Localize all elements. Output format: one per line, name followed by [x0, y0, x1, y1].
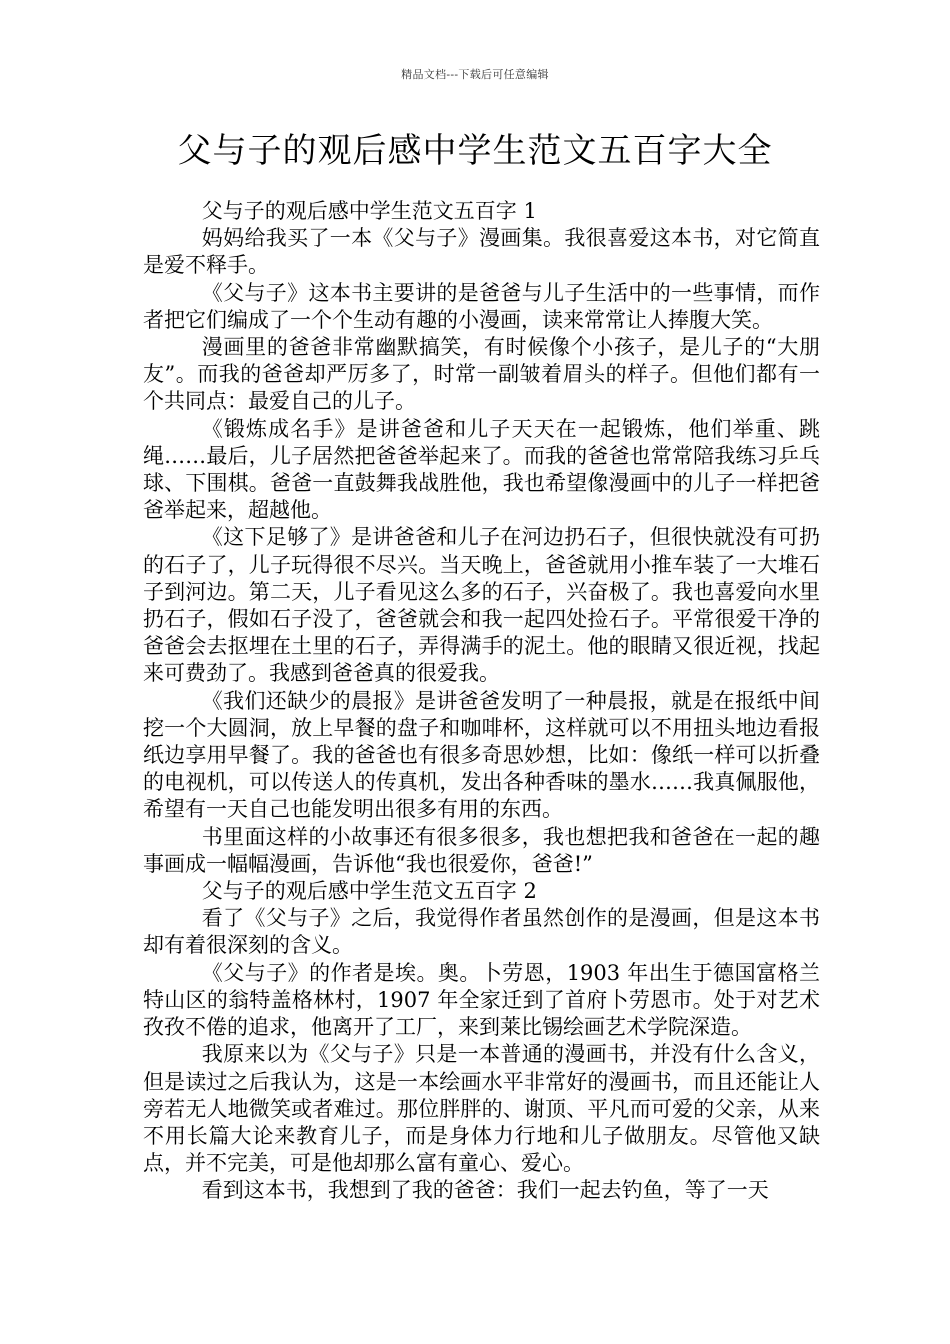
- body-paragraph: 《父与子》的作者是埃。奥。卜劳恩，1903 年出生于德国富格兰特山区的翁特盖格林村，1907 年全家迁到了首府卜劳恩市。处于对艺术孜孜不倦的追求，他离开了工厂，来到莱比锡绘画艺术学院深造。: [143, 960, 820, 1040]
- body-paragraph: 书里面这样的小故事还有很多很多，我也想把我和爸爸在一起的趣事画成一幅幅漫画，告诉他“我也很爱你，爸爸!”: [143, 824, 820, 876]
- body-paragraph: 漫画里的爸爸非常幽默搞笑，有时候像个小孩子，是儿子的“大朋友”。而我的爸爸却严厉多了，时常一副皱着眉头的样子。但他们都有一个共同点：最爱自己的儿子。: [143, 335, 820, 414]
- body-paragraph: 《我们还缺少的晨报》是讲爸爸发明了一种晨报，就是在报纸中间挖一个大圆洞，放上早餐的盘子和咖啡杯，这样就可以不用扭头地边看报纸边享用早餐了。我的爸爸也有很多奇思妙想，比如：像纸一样可以折叠的电视机，可以传送人的传真机，发出各种香味的墨水……我真佩服他，希望有一天自己也能发明出很多有用的东西。: [143, 688, 820, 822]
- document-title: 父与子的观后感中学生范文五百字大全: [177, 131, 773, 171]
- body-paragraph: 看了《父与子》之后，我觉得作者虽然创作的是漫画，但是这本书却有着很深刻的含义。: [143, 906, 820, 958]
- section-heading: 父与子的观后感中学生范文五百字 1: [201, 199, 537, 223]
- section-heading: 父与子的观后感中学生范文五百字 2: [201, 879, 537, 904]
- body-paragraph: 我原来以为《父与子》只是一本普通的漫画书，并没有什么含义，但是读过之后我认为，这是一本绘画水平非常好的漫画书，而且还能让人旁若无人地微笑或者难过。那位胖胖的、谢顶、平凡而可爱的父亲，从来不用长篇大论来教育儿子，而是身体力行地和儿子做朋友。尽管他又缺点，并不完美，可是他却那么富有童心、爱心。: [143, 1042, 820, 1176]
- body-paragraph: 《这下足够了》是讲爸爸和儿子在河边扔石子，但很快就没有可扔的石子了，儿子玩得很不尽兴。当天晚上，爸爸就用小推车装了一大堆石子到河边。第二天，儿子看见这么多的石子，兴奋极了。我也喜爱向水里扔石子，假如石子没了，爸爸就会和我一起四处捡石子。平常很爱干净的爸爸会去抠埋在土里的石子，弄得满手的泥土。他的眼睛又很近视，找起来可费劲了。我感到爸爸真的很爱我。: [143, 525, 820, 686]
- body-paragraph: 看到这本书，我想到了我的爸爸：我们一起去钓鱼，等了一天: [201, 1178, 769, 1203]
- header-note: 精品文档---下载后可任意编辑: [401, 68, 549, 81]
- body-paragraph: 《父与子》这本书主要讲的是爸爸与儿子生活中的一些事情，而作者把它们编成了一个个生动有趣的小漫画，读来常常让人捧腹大笑。: [143, 280, 820, 332]
- body-paragraph: 妈妈给我买了一本《父与子》漫画集。我很喜爱这本书，对它简直是爱不释手。: [143, 226, 820, 278]
- body-paragraph: 《锻炼成名手》是讲爸爸和儿子天天在一起锻炼，他们举重、跳绳……最后，儿子居然把爸爸举起来了。而我的爸爸也常常陪我练习乒乓球、下围棋。爸爸一直鼓舞我战胜他，我也希望像漫画中的儿子一样把爸爸举起来，超越他。: [143, 416, 820, 523]
- document-body: [143, 198, 820, 1205]
